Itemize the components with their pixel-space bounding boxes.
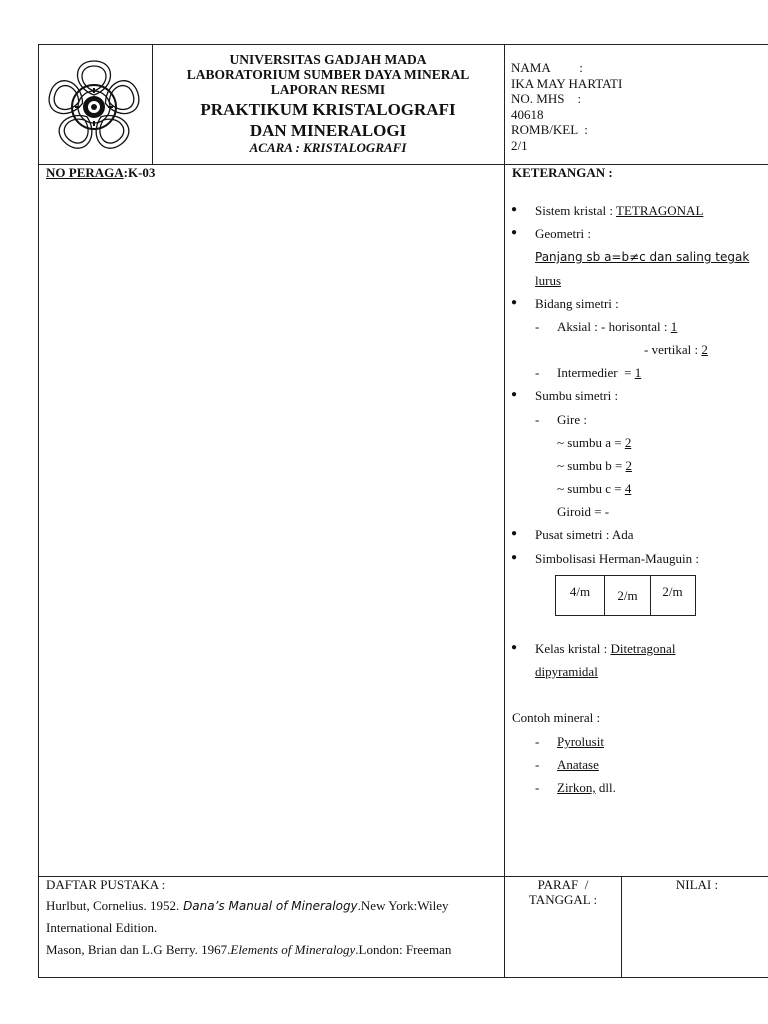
daftar-pustaka-heading: DAFTAR PUSTAKA : — [46, 877, 166, 892]
paraf-tanggal — [505, 877, 621, 907]
lab-name: LABORATORIUM SUMBER DAYA MINERAL — [186, 67, 470, 82]
mineral-3-suffix: dll. — [595, 780, 616, 795]
dash-icon: - — [535, 319, 540, 334]
sistem-kristal — [535, 203, 703, 219]
sumbu-c-value: 4 — [624, 481, 632, 496]
vertikal-label: - vertikal : — [644, 342, 702, 357]
no-peraga-label: NO PERAGA — [46, 165, 124, 180]
bullet-icon: ● — [511, 204, 518, 215]
nilai-label: NILAI : — [675, 877, 719, 892]
reference-2 — [46, 939, 501, 961]
sistem-kristal-label: Sistem kristal : — [535, 203, 617, 218]
sumbu-b-value: 2 — [625, 458, 633, 473]
hm-cell-3: 2/m — [662, 584, 683, 599]
tanggal-label: TANGGAL : — [528, 892, 598, 907]
bullet-icon: ● — [511, 528, 518, 539]
herman-mauguin-table — [555, 575, 696, 616]
geometri-line-2: lurus — [535, 273, 561, 288]
dash-icon: - — [535, 365, 540, 380]
sistem-kristal-value: TETRAGONAL — [616, 203, 704, 218]
reference-1-author: Hurlbut, Cornelius. 1952. — [46, 898, 180, 913]
sumbu-c-label: ~ sumbu c = — [557, 481, 625, 496]
nomhs-label: NO. MHS : — [511, 91, 582, 106]
sumbu-a-value: 2 — [624, 435, 632, 450]
reference-1-cont: International Edition. — [46, 920, 158, 935]
reference-1 — [46, 895, 501, 917]
mineral-1: Pyrolusit — [557, 734, 604, 749]
geometri-label: Geometri : — [535, 226, 591, 241]
student-info — [511, 60, 766, 153]
sumbu-a-row — [557, 435, 631, 451]
ugm-logo — [46, 59, 142, 155]
aksial-label: Aksial : - horisontal : — [557, 319, 671, 334]
vertikal-value: 2 — [701, 342, 708, 357]
kelas-kristal-value-1: Ditetragonal — [610, 641, 676, 656]
aksial-row — [557, 319, 677, 335]
sumbu-b-row — [557, 458, 632, 474]
bidang-simetri-label: Bidang simetri : — [535, 296, 619, 311]
simbolisasi-label: Simbolisasi Herman-Mauguin : — [535, 551, 699, 566]
dash-icon: - — [535, 734, 540, 749]
kelas-kristal-row — [535, 641, 675, 657]
pusat-simetri: Pusat simetri : Ada — [535, 527, 634, 542]
nomhs-value: 40618 — [511, 106, 544, 122]
nama-value: IKA MAY HARTATI — [511, 75, 623, 91]
kelas-kristal-label: Kelas kristal : — [535, 641, 611, 656]
sumbu-b-label: ~ sumbu b = — [557, 458, 626, 473]
daftar-pustaka — [46, 877, 501, 961]
report-form — [38, 44, 768, 978]
bullet-icon: ● — [511, 389, 518, 400]
bullet-icon: ● — [511, 552, 518, 563]
no-peraga — [46, 165, 155, 181]
report-type: LAPORAN RESMI — [270, 82, 386, 97]
romb-label: ROMB/KEL : — [511, 122, 588, 137]
reference-1-publisher: .New York:Wiley — [357, 898, 449, 913]
dash-icon: - — [535, 780, 540, 795]
vertikal-row — [644, 342, 708, 358]
gire-label: Gire : — [557, 412, 587, 427]
keterangan-heading: KETERANGAN : — [512, 165, 613, 180]
reference-1-title: Dana’s Manual of Mineralogy — [179, 899, 358, 913]
romb-value: 2/1 — [511, 137, 528, 153]
aksial-horisontal-value: 1 — [670, 319, 678, 334]
giroid-row: Giroid = - — [557, 504, 610, 519]
keterangan-panel — [505, 163, 768, 875]
bullet-icon: ● — [511, 297, 518, 308]
intermedier-label: Intermedier = — [557, 365, 635, 380]
reference-2-author: Mason, Brian dan L.G Berry. 1967. — [46, 942, 231, 957]
bullet-icon: ● — [511, 227, 518, 238]
no-peraga-value: :K-03 — [123, 165, 156, 180]
sumbu-a-label: ~ sumbu a = — [557, 435, 625, 450]
paraf-label: PARAF / — [537, 877, 589, 892]
intermedier-value: 1 — [634, 365, 642, 380]
reference-2-title: Elements of Mineralogy — [230, 942, 356, 957]
intermedier-row — [557, 365, 641, 381]
practicum-title-line-2: DAN MINERALOGI — [249, 121, 407, 140]
acara-label: ACARA : KRISTALOGRAFI — [249, 140, 407, 155]
sumbu-c-row — [557, 481, 631, 497]
practicum-title-line-1: PRAKTIKUM KRISTALOGRAFI — [200, 100, 456, 119]
reference-2-publisher: .London: Freeman — [355, 942, 452, 957]
mineral-2: Anatase — [557, 757, 599, 772]
dash-icon: - — [535, 757, 540, 772]
mineral-3: Zirkon, — [557, 780, 596, 795]
hm-cell-2: 2/m — [605, 576, 651, 615]
bullet-icon: ● — [511, 642, 518, 653]
sumbu-simetri-label: Sumbu simetri : — [535, 388, 619, 403]
kelas-kristal-value-2: dipyramidal — [535, 664, 598, 679]
dash-icon: - — [535, 412, 540, 427]
hm-cell-1: 4/m — [556, 576, 605, 615]
geometri-line-1: Panjang sb a=b≠c dan saling tegak — [535, 250, 750, 264]
nama-label: NAMA : — [511, 60, 583, 75]
university-name: UNIVERSITAS GADJAH MADA — [229, 52, 427, 67]
mineral-3-row — [557, 780, 616, 796]
contoh-mineral-label: Contoh mineral : — [512, 710, 601, 725]
